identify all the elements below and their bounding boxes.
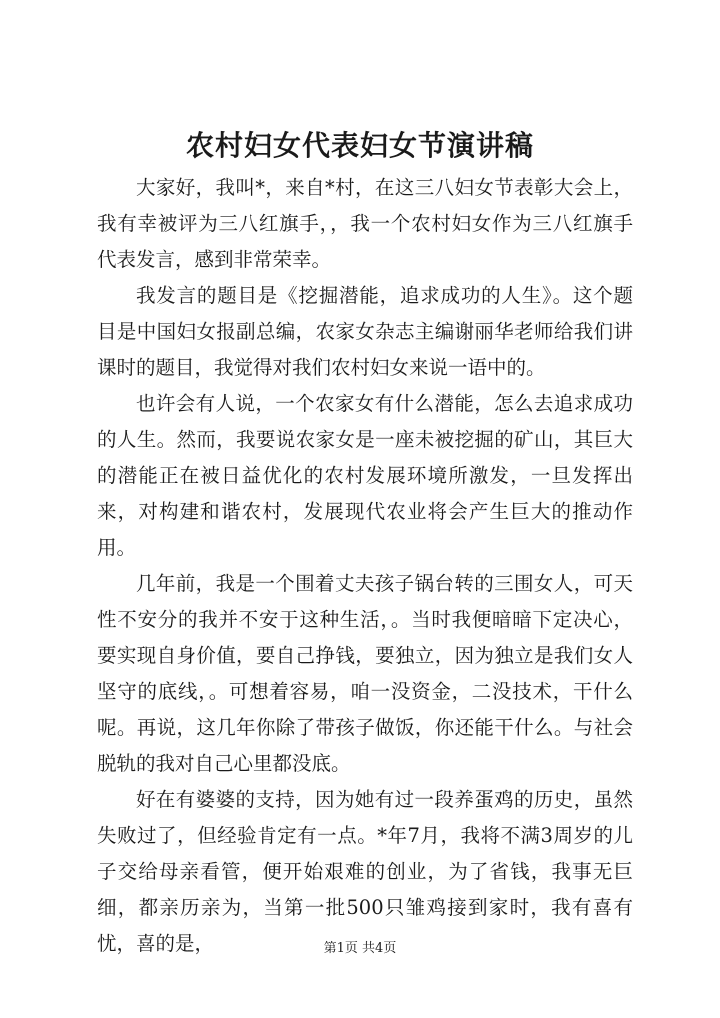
- paragraph: 大家好，我叫*，来自*村，在这三八妇女节表彰大会上，我有幸被评为三八红旗手，，我一个农村妇女作为三八红旗手代表发言，感到非常荣幸。: [97, 176, 633, 271]
- page-footer: 第1页 共4页: [323, 941, 397, 956]
- paragraph: 也许会有人说，一个农家女有什么潜能，怎么去追求成功的人生。然而，我要说农家女是一座未被挖掘的矿山，其巨大的潜能正在被日益优化的农村发展环境所激发，一旦发挥出来，对构建和谐农村，发展现代农业将会产生巨大的推动作用。: [97, 392, 633, 559]
- document-title: 农村妇女代表妇女节演讲稿: [185, 129, 534, 162]
- paragraph: 好在有婆婆的支持，因为她有过一段养蛋鸡的历史，虽然失败过了，但经验肯定有一点。*年7月，我将不满3周岁的儿子交给母亲看管，便开始艰难的创业，为了省钱，我事无巨细，都亲历亲为，当第一批500只雏鸡接到家时，我有喜有忧，喜的是，: [97, 788, 633, 955]
- document-body: [97, 170, 633, 962]
- paragraph: 我发言的题目是《挖掘潜能，追求成功的人生》。这个题目是中国妇女报副总编，农家女杂志主编谢丽华老师给我们讲课时的题目，我觉得对我们农村妇女来说一语中的。: [97, 284, 633, 379]
- paragraph: 几年前，我是一个围着丈夫孩子锅台转的三围女人，可天性不安分的我并不安于这种生活，。当时我便暗暗下定决心，要实现自身价值，要自己挣钱，要独立，因为独立是我们女人坚守的底线，。可想着容易，咱一没资金，二没技术，干什么呢。再说，这几年你除了带孩子做饭，你还能干什么。与社会脱轨的我对自己心里都没底。: [97, 572, 633, 775]
